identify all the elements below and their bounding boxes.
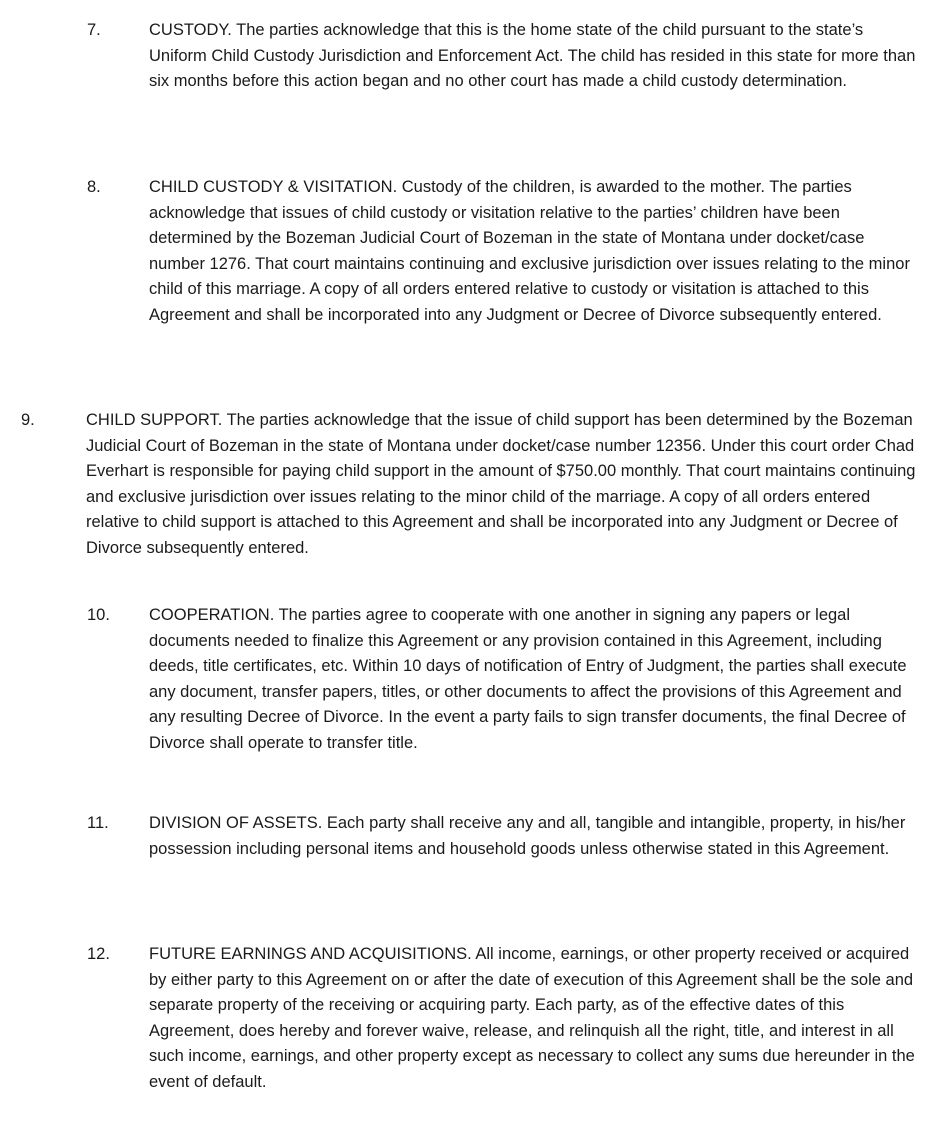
clause-text: DIVISION OF ASSETS. Each party shall receive any and all, tangible and intangible, property, in his/her possession including personal items and household goods unless otherwise stated in this Agreement. [149,814,906,858]
clause-number: 11. [87,814,109,832]
clause-text: CHILD SUPPORT. The parties acknowledge that the issue of child support has been determined by the Bozeman Judicial Court of Bozeman in the state of Montana under docket/case number 12356. Under this court order Chad Everhart is responsible for paying child support in the amount of $750.00 monthly. That court maintains continuing and exclusive jurisdiction over issues relating to the minor child of the marriage. A copy of all orders entered relative to child support is attached to this Agreement and shall be incorporated into any Judgment or Decree of Divorce subsequently entered. [86,411,916,557]
clause-text: CHILD CUSTODY & VISITATION. Custody of the children, is awarded to the mother. The parties acknowledge that issues of child custody or visitation relative to the parties’ children have been determined by the Bozeman Judicial Court of Bozeman in the state of Montana under docket/case number 1276. That court maintains continuing and exclusive jurisdiction over issues relating to the minor child of this marriage. A copy of all orders entered relative to custody or visitation is attached to this Agreement and shall be incorporated into any Judgment or Decree of Divorce subsequently entered. [149,178,910,324]
clause-number: 12. [87,945,110,963]
clause-number: 9. [21,411,35,429]
clause-number: 10. [87,606,110,624]
clause-number: 8. [87,178,101,196]
clause-text: FUTURE EARNINGS AND ACQUISITIONS. All income, earnings, or other property received or acquired by either party to this Agreement on or after the date of execution of this Agreement shall be the sole and separate property of the receiving or acquiring party. Each party, as of the effective dates of this Agreement, does hereby and forever waive, release, and relinquish all the right, title, and interest in all such income, earnings, and other property except as necessary to collect any sums due hereunder in the event of default. [149,945,915,1091]
clause-text: CUSTODY. The parties acknowledge that this is the home state of the child pursuant to the state’s Uniform Child Custody Jurisdiction and Enforcement Act. The child has resided in this state for more than six months before this action began and no other court has made a child custody determination. [149,21,916,90]
clause-text: COOPERATION. The parties agree to cooperate with one another in signing any papers or legal documents needed to finalize this Agreement or any provision contained in this Agreement, including deeds, title certificates, etc. Within 10 days of notification of Entry of Judgment, the parties shall execute any document, transfer papers, titles, or other documents to affect the provisions of this Agreement and any resulting Decree of Divorce. In the event a party fails to sign transfer documents, the final Decree of Divorce shall operate to transfer title. [149,606,907,752]
clause-number: 7. [87,21,101,39]
